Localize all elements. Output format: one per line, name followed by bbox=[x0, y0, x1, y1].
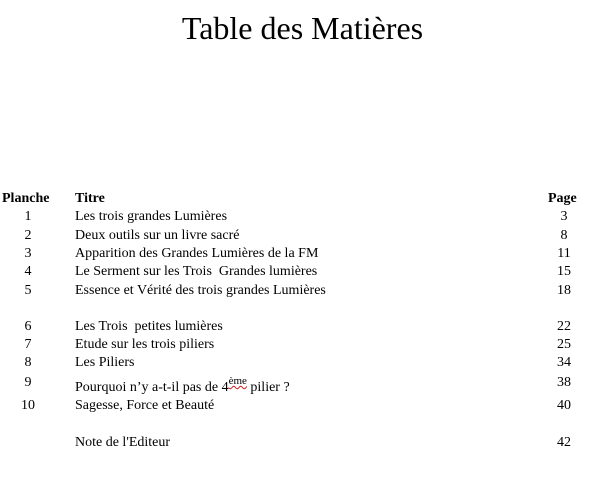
entry-title: Les Piliers bbox=[75, 355, 135, 370]
planche-number: 7 bbox=[24, 337, 32, 352]
page-number: 3 bbox=[560, 209, 568, 224]
toc-row bbox=[0, 263, 610, 281]
page-number: 34 bbox=[557, 355, 571, 370]
entry-title: Les trois grandes Lumières bbox=[75, 209, 228, 224]
toc-row bbox=[0, 397, 610, 415]
page-number: 40 bbox=[557, 398, 571, 413]
planche-number: 4 bbox=[24, 264, 32, 279]
toc-row bbox=[0, 354, 610, 372]
toc-row bbox=[0, 208, 610, 226]
planche-number: 1 bbox=[24, 209, 32, 224]
planche-number: 2 bbox=[24, 228, 32, 243]
entry-title bbox=[75, 375, 290, 397]
page-number: 22 bbox=[557, 319, 571, 334]
entry-title: Le Serment sur les Trois Grandes lumières bbox=[75, 264, 318, 279]
planche-number: 10 bbox=[21, 398, 35, 413]
toc-row bbox=[0, 336, 610, 354]
entry-title-text: Pourquoi n’y a-t-il pas de 4 bbox=[75, 380, 229, 395]
toc-row bbox=[0, 374, 610, 395]
entry-title: Etude sur les trois piliers bbox=[75, 337, 215, 352]
page-number: 11 bbox=[557, 246, 571, 261]
toc-row bbox=[0, 434, 610, 452]
entry-title: Les Trois petites lumières bbox=[75, 319, 223, 334]
page-number: 18 bbox=[557, 283, 571, 298]
ordinal-superscript: ème bbox=[228, 375, 247, 387]
planche-number: 5 bbox=[24, 283, 32, 298]
entry-title: Note de l'Editeur bbox=[75, 435, 171, 450]
column-header-page: Page bbox=[548, 191, 577, 206]
document-title: Table des Matières bbox=[181, 10, 424, 46]
toc-row bbox=[0, 318, 610, 336]
toc-row bbox=[0, 282, 610, 300]
toc-row bbox=[0, 245, 610, 263]
planche-number: 3 bbox=[24, 246, 32, 261]
column-header-titre: Titre bbox=[75, 191, 105, 206]
entry-title: Sagesse, Force et Beauté bbox=[75, 398, 215, 413]
planche-number: 6 bbox=[24, 319, 32, 334]
page-number: 42 bbox=[557, 435, 571, 450]
toc-row bbox=[0, 227, 610, 245]
column-header-planche: Planche bbox=[2, 191, 50, 206]
entry-title: Deux outils sur un livre sacré bbox=[75, 228, 240, 243]
page-number: 15 bbox=[557, 264, 571, 279]
page-number: 25 bbox=[557, 337, 571, 352]
planche-number: 8 bbox=[24, 355, 32, 370]
entry-title: Apparition des Grandes Lumières de la FM bbox=[75, 246, 319, 261]
page-number: 8 bbox=[560, 228, 568, 243]
entry-title: Essence et Vérité des trois grandes Lumières bbox=[75, 283, 326, 298]
entry-title-text: pilier ? bbox=[246, 380, 290, 395]
page-number: 38 bbox=[557, 375, 571, 390]
planche-number: 9 bbox=[24, 375, 32, 390]
